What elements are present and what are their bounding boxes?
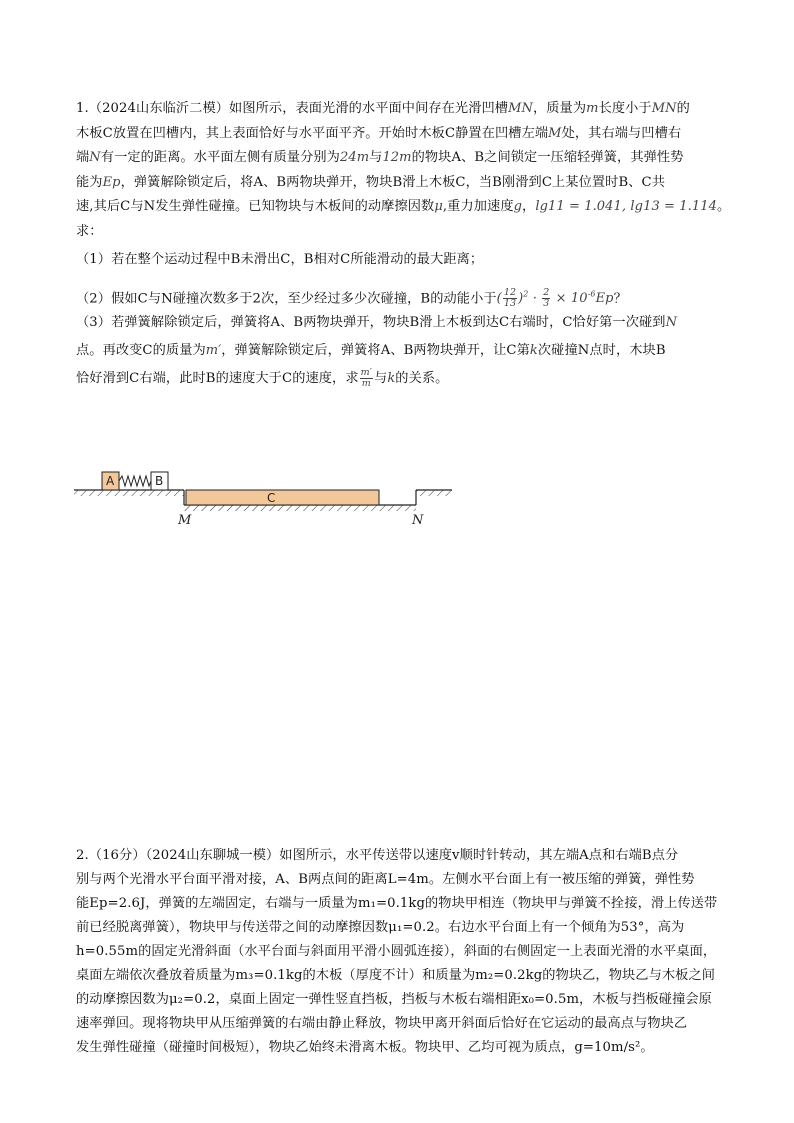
point-M-label: M xyxy=(178,513,192,528)
q2-line-8: 速率弹回。现将物块甲从压缩弹簧的右端由静止释放，物块甲离开斜面后恰好在它运动的最高点与物块乙 xyxy=(76,1016,688,1031)
q1-sub-3-line-3: 恰好滑到C右端，此时B的速度大于C的速度，求 $\frac{m'}{m}$ 与k的关系。 xyxy=(76,367,449,390)
q2-line-7: 的动摩擦因数为μ₂=0.2，桌面上固定一弹性竖直挡板，挡板与木板右端相距x₀=0.5m，木板与挡板碰撞会原 xyxy=(76,992,712,1007)
q1-sub-2: （2）假如C与N碰撞次数多于2次，至少经过多少次碰撞，B的动能小于( $\frac{12}{13}$ )$^2$ · $\frac{2}{3}$ × $10^{-6}Ep$？ xyxy=(76,286,627,309)
q2-line-9: 发生弹性碰撞（碰撞时间极短），物块乙始终未滑离木板。物块甲、乙均可视为质点，g=10m/s²。 xyxy=(76,1040,654,1055)
symbol-24m: 24m xyxy=(339,150,370,165)
log-values: lg11 = 1.041, lg13 = 1.114 xyxy=(535,199,717,214)
symbol-MN-2: MN xyxy=(651,101,677,116)
symbol-MN: MN xyxy=(508,101,533,116)
q2-line-5: h=0.55m的固定光滑斜面（水平台面与斜面用平滑小圆弧连接），斜面的右侧固定一上表面光滑的水平桌面， xyxy=(76,944,717,959)
board-C-label: C xyxy=(267,491,276,505)
q2-line-6: 桌面左端依次叠放着质量为m₃=0.1kg的木板（厚度不计）和质量为m₂=0.2kg的物块乙，物块乙与木板之间 xyxy=(76,968,716,983)
block-B-label: B xyxy=(155,474,164,488)
q2-line-1: 2.（16分）（2024山东聊城一模）如图所示，水平传送带以速度v顺时针转动，其左端A点和右端B点分 xyxy=(76,848,679,863)
groove-diagram-svg xyxy=(72,462,462,532)
symbol-m-prime: m′ xyxy=(205,342,222,358)
q1-sub-3-line-2: 点。再改变C的质量为m′，弹簧解除锁定后，弹簧将A、B两物块弹开，让C第k次碰撞N点时，木块B xyxy=(76,342,666,358)
point-N-label: N xyxy=(412,513,424,528)
board-C xyxy=(186,490,379,505)
left-ground-hatch xyxy=(74,490,184,496)
symbol-k: k xyxy=(529,342,538,358)
symbol-g: g xyxy=(513,199,523,214)
question-1 xyxy=(76,97,736,392)
q1-line-3: 端N有一定的距离。水平面左侧有质量分别为24m与12m的物块A、B之间锁定一压缩轻弹簧，其弹性势 xyxy=(76,150,684,165)
q1-line-1: 1.（2024山东临沂二模）如图所示，表面光滑的水平面中间存在光滑凹槽MN，质量为m长度小于MN的 xyxy=(76,101,690,116)
q1-line-6: 求： xyxy=(76,223,103,239)
figure-groove-diagram xyxy=(72,462,462,532)
symbol-k-2: k xyxy=(387,371,396,387)
q2-line-2: 别与两个光滑水平台面平滑对接，A、B两点间的距离L=4m。左侧水平台面上有一被压缩的弹簧，弹性势 xyxy=(76,872,695,887)
question-2 xyxy=(76,844,736,1060)
symbol-N: N xyxy=(89,150,101,165)
right-ground-hatch xyxy=(416,490,452,496)
q1-sub-1: （1）若在整个运动过程中B未滑出C，B相对C所能滑动的最大距离； xyxy=(76,252,484,267)
q1-line-5: 速,其后C与N发生弹性碰撞。已知物块与木板间的动摩擦因数μ,重力加速度g，lg11 = 1.041, lg13 = 1.114。 xyxy=(76,199,731,214)
q1-sub-3-line-1: （3）若弹簧解除锁定后，弹簧将A、B两物块弹开，物块B滑上木板到达C右端时，C恰好第一次碰到N xyxy=(76,315,678,331)
spring xyxy=(119,476,151,486)
symbol-M: M xyxy=(548,125,562,141)
symbol-Ep: Ep xyxy=(102,174,121,190)
symbol-mu: μ xyxy=(434,199,443,214)
q1-line-4: 能为Ep，弹簧解除锁定后，将A、B两物块弹开，物块B滑上木板C，当B刚滑到C上某位置时B、C共 xyxy=(76,174,666,190)
symbol-N-2: N xyxy=(665,315,678,331)
symbol-12m: 12m xyxy=(382,150,412,165)
q2-line-3: 能Ep=2.6J，弹簧的左端固定，右端与一质量为m₁=0.1kg的物块甲相连（物块甲与弹簧不拴接，滑上传送带 xyxy=(76,896,718,911)
q2-line-4: 前已经脱离弹簧），物块甲与传送带之间的动摩擦因数μ₁=0.2。右边水平台面上有一个倾角为53°，高为 xyxy=(76,920,685,935)
symbol-m: m xyxy=(586,101,599,116)
groove-hatch xyxy=(184,505,416,511)
block-A-label: A xyxy=(106,474,115,488)
q1-line-2: 木板C放置在凹槽内，其上表面恰好与水平面平齐。开始时木板C静置在凹槽左端M处，其右端与凹槽右 xyxy=(76,125,682,141)
fraction-mprime-over-m: $\frac{m'}{m}$ xyxy=(360,367,373,390)
formula-kinetic-threshold: ( $\frac{12}{13}$ )$^2$ · $\frac{2}{3}$ × $10^{-6}Ep$ xyxy=(496,286,614,309)
